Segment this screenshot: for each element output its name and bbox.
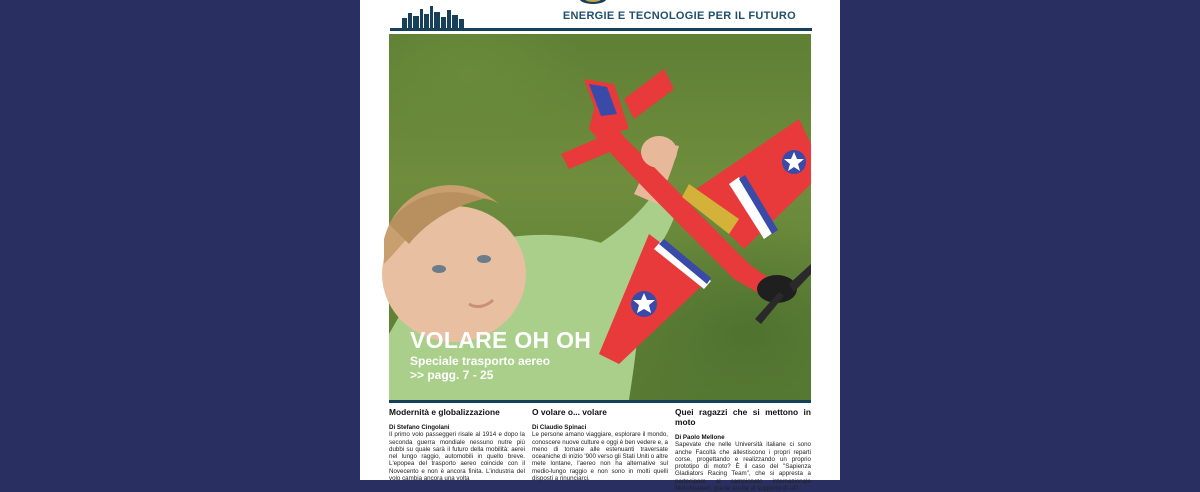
masthead-tagline: ENERGIE E TECNOLOGIE PER IL FUTURO: [562, 10, 796, 22]
article-body: Sapevate che nelle Università italiane ci sono anche Facoltà che allestiscono i propri reparti corse, progettando e realizzando un proprio prototipo di moto? È il caso del "Sapienza Gladiators Racing Team", che si appresta a partecipare al campionato internazionale MotoStudent, grazie anche al supporto di UP.: [675, 441, 811, 492]
article-column-1: [389, 407, 525, 482]
article-author: Di Claudio Spinaci: [532, 424, 587, 431]
cover-subtitle: Speciale trasporto aereo: [410, 354, 551, 368]
logo-emblem: [562, 0, 624, 6]
article-headline[interactable]: O volare o... volare: [532, 407, 607, 417]
cover-title: VOLARE OH OH: [410, 327, 592, 353]
article-headline[interactable]: Modernità e globalizzazione: [389, 407, 500, 417]
cover-headline-block: [410, 326, 591, 382]
article-column-2: [532, 407, 668, 482]
cover-page-reference[interactable]: >> pagg. 7 - 25: [410, 368, 494, 382]
article-column-3: [675, 407, 811, 492]
masthead: [390, 0, 812, 34]
article-body: Le persone amano viaggiare, esplorare il mondo, conoscere nuove culture e oggi è ben vedere e, a meno di tornare alle estenuanti traversate oceaniche di inizio '900 verso gli Stati Uniti o altre mete lontane, l'aereo non ha alternative sul medio-lungo raggio e non sono in molti quelli disposti a rinunciarci.: [532, 431, 668, 483]
masthead-rule: [390, 28, 812, 31]
article-headline[interactable]: Quei ragazzi che si mettono in moto: [675, 407, 811, 427]
article-author: Di Paolo Mellone: [675, 434, 725, 441]
article-body: Il primo volo passeggeri risale al 1914 e dopo la seconda guerra mondiale nessuno nutre più dubbi su quale sarà il futuro della mobilità: aerei nel lungo raggio, automobili in quello breve. L'epopea del trasporto aereo coincide con il Novecento e non è ancora finita. L'industria del volo cambia ancora una volta: [389, 431, 525, 483]
city-skyline-logo: [402, 4, 464, 28]
photo-bottom-rule: [389, 400, 811, 403]
article-author: Di Stefano Cingolani: [389, 424, 450, 431]
cover-photo: [389, 34, 811, 400]
magazine-cover-page: [360, 0, 840, 492]
